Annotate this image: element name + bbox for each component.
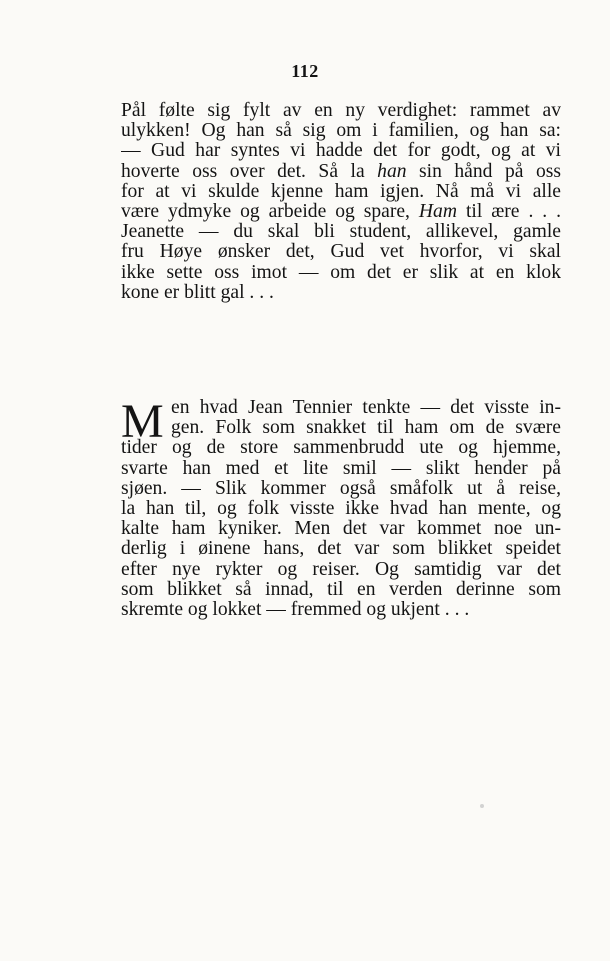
emphasis-han: han [377,161,407,182]
text-segment: være ydmyke og arbeide og spare, [121,201,419,222]
paragraph-line: derlig i øinene hans, det var som blikket speidet [121,539,561,560]
emphasis-ham: Ham [418,201,458,222]
text-segment: til ære . . . [457,201,561,222]
paragraph-line: ikke sette oss imot — om det er slik at en klok [121,262,561,283]
paragraph-line: for at vi skulde kjenne ham igjen. Nå må vi alle [121,181,561,202]
paragraph-line: kone er blitt gal . . . [121,282,274,303]
paragraph-line: gen. Folk som snakket til ham om de svære [171,418,561,439]
paragraph-line: fru Høye ønsker det, Gud vet hvorfor, vi skal [121,242,561,263]
paragraph-line: som blikket så innad, til en verden derinne som [121,579,561,600]
text-segment: hoverte oss over det. Så la [121,161,378,182]
paragraph-line: efter nye rykter og reiser. Og samtidig var det [121,559,561,580]
paragraph-line [121,202,561,222]
paragraph-1 [121,101,561,303]
paper-speck [480,804,484,808]
paragraph-line: Jeanette — du skal bli student, allikevel, gamle [121,222,561,243]
paragraph-line: en hvad Jean Tennier tenkte — det visste in- [171,398,561,418]
paragraph-line: tider og de store sammenbrudd ute og hjemme, [121,438,561,459]
drop-cap: M [121,395,164,448]
paragraph-line: la han til, og folk visste ikke hvad han mente, og [121,498,561,519]
paragraph-line: skremte og lokket — fremmed og ukjent . . . [121,599,470,620]
page-number: 112 [291,61,319,81]
text-segment: sin hånd på oss [406,161,561,182]
paragraph-line: sjøen. — Slik kommer også småfolk ut å reise, [121,478,561,499]
paragraph-line: ulykken! Og han så sig om i familien, og han sa: [121,121,561,142]
paragraph-line: kalte ham kyniker. Men det var kommet noe un- [121,519,561,540]
paragraph-line: svarte han med et lite smil — slikt hender på [121,458,561,479]
paragraph-line: Pål følte sig fylt av en ny verdighet: rammet av [121,101,561,121]
paragraph-line: — Gud har syntes vi hadde det for godt, og at vi [121,141,561,162]
paragraph-2 [121,395,561,620]
paragraph-line [121,162,561,182]
